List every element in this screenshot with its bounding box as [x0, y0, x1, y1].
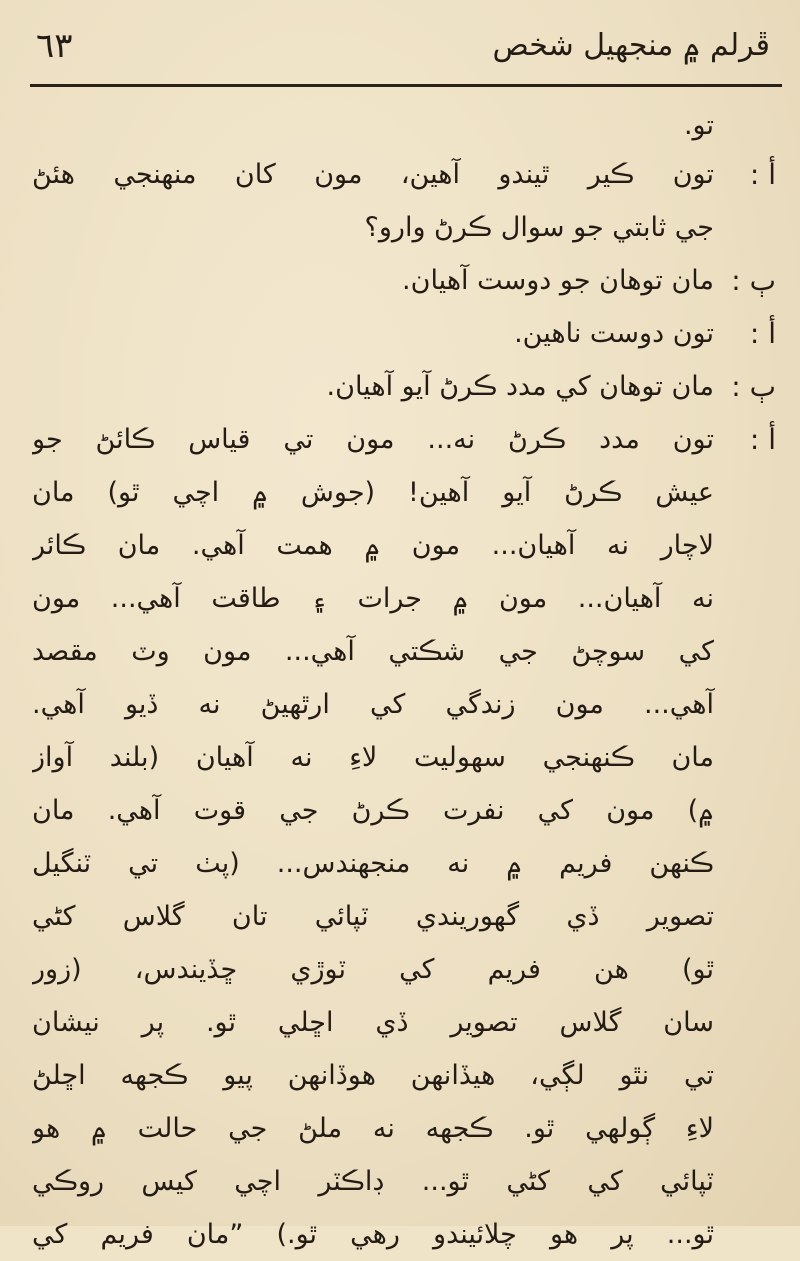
text-line [32, 678, 776, 731]
page-header [30, 20, 770, 80]
dialogue-line [32, 148, 776, 201]
text-line [32, 201, 776, 254]
dialogue-line [32, 413, 776, 466]
page-number: ٦٣ [36, 26, 73, 66]
line-text: لاچار نه آهيان... مون ۾ همت آهي. مان ڪائر [32, 530, 714, 561]
line-text: لاءِ ڳولهي ٿو. ڪجهه نه ملڻ جي حالت ۾ هو [32, 1113, 714, 1144]
line-text: تي نٿو لڳي، هيڏانهن هوڏانهن پيو ڪجهه اڇلڻ [32, 1060, 714, 1091]
text-line [32, 1102, 776, 1155]
text-line [32, 1208, 776, 1261]
line-text: نه آهيان... مون ۾ جرات ۽ طاقت آهي... مون [32, 583, 714, 614]
line-text: تون مدد ڪرڻ نه... مون تي قياس ڪائڻ جو [32, 424, 714, 455]
text-line [32, 625, 776, 678]
speaker-label: ٻ : [731, 370, 776, 403]
line-text: ٽپائي کي کڻي ٿو... ڊاڪٽر اچي کيس روڪي [32, 1166, 714, 1197]
text-line [32, 943, 776, 996]
line-text: سان گلاس تصوير ڏي اڇلي ٿو. پر نيشان [32, 1007, 714, 1038]
line-text: مان توهان جو دوست آهيان. [402, 265, 714, 296]
line-text: تصوير ڏي گهوريندي ٽپائي تان گلاس کڻي [32, 901, 714, 932]
text-line [32, 837, 776, 890]
text-line [32, 1155, 776, 1208]
line-text: آهي... مون زندگي کي ارٿهيڻ نه ڏيو آهي. [32, 689, 714, 720]
dialogue-line [32, 307, 776, 360]
speaker-label: أ : [749, 423, 776, 456]
text-line [32, 466, 776, 519]
text-line [32, 731, 776, 784]
text-line [32, 890, 776, 943]
line-text: مان توهان کي مدد ڪرڻ آيو آهيان. [326, 371, 714, 402]
dialogue-line [32, 254, 776, 307]
text-line [32, 519, 776, 572]
header-rule [30, 84, 782, 87]
text-line [32, 572, 776, 625]
line-text: ٿو) هن فريم کي ٽوڙي ڇڏيندس، (زور [32, 954, 714, 985]
text-line [32, 104, 776, 148]
line-text: تون دوست ناهين. [514, 318, 714, 349]
line-text: تون ڪير ٿيندو آهين، مون کان منهنجي هئڻ [32, 159, 714, 190]
line-text: عيش ڪرڻ آيو آهين! (جوش ۾ اچي ٿو) مان [32, 477, 714, 508]
line-text: تو. [683, 110, 714, 141]
text-line [32, 1049, 776, 1102]
line-text: ٿو... پر هو چلائيندو رهي ٿو.) ”مان فريم کي [32, 1219, 714, 1250]
line-text: کي سوچڻ جي شڪتي آهي... مون وٽ مقصد [32, 636, 714, 667]
speaker-label: أ : [749, 158, 776, 191]
text-line [32, 996, 776, 1049]
line-text: ۾) مون کي نفرت ڪرڻ جي قوت آهي. مان [32, 795, 714, 826]
body-text [32, 104, 776, 1261]
dialogue-line [32, 360, 776, 413]
line-text: ڪنهن فريم ۾ نه منجهندس... (پٺ تي ٽنگيل [32, 848, 714, 879]
speaker-label: ٻ : [731, 264, 776, 297]
text-line [32, 784, 776, 837]
line-text: مان ڪنهنجي سهوليت لاءِ نه آهيان (بلند آواز [32, 742, 714, 773]
line-text: جي ثابتي جو سوال ڪرڻ وارو؟ [364, 212, 714, 243]
running-title: ڦرلم ۾ منجهيل شخص [492, 28, 770, 63]
speaker-label: أ : [749, 317, 776, 350]
